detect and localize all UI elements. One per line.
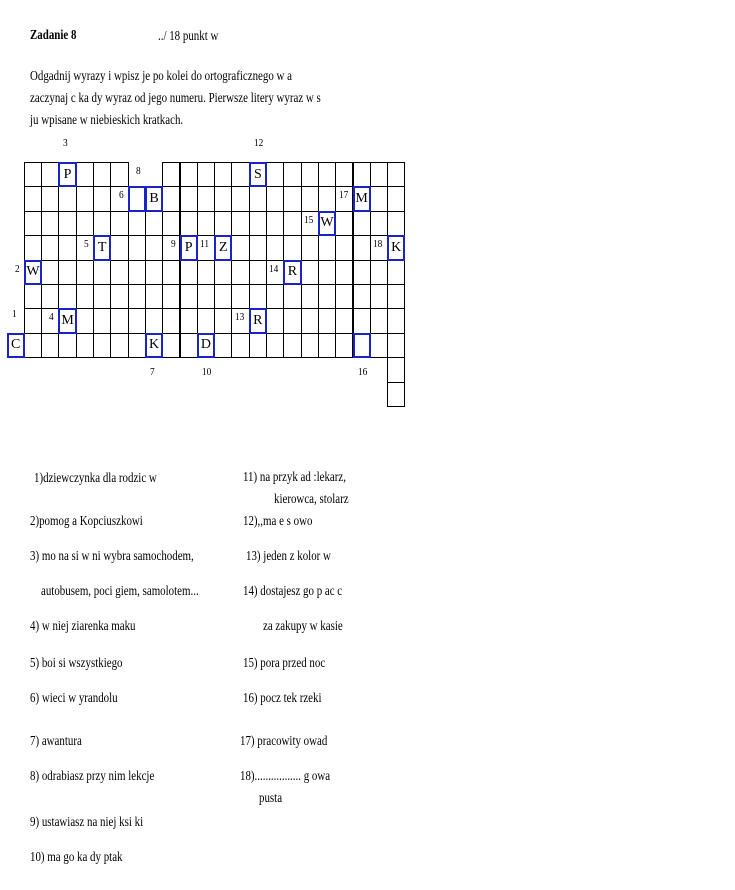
clue-3-line-1: 3) mo na si w ni wybra samochodem, — [30, 549, 194, 564]
crossword-cell[interactable] — [180, 186, 198, 211]
clue-2: 2)pomog a Kopciuszkowi — [30, 514, 143, 529]
crossword-start-cell-14[interactable] — [283, 260, 301, 285]
crossword-cell[interactable] — [283, 308, 301, 333]
crossword-number-13: 13 — [234, 311, 245, 324]
crossword-cell[interactable] — [231, 284, 249, 309]
crossword-cell[interactable] — [370, 211, 388, 236]
crossword-cell[interactable] — [214, 162, 232, 187]
crossword-cell[interactable] — [266, 308, 284, 333]
crossword-cell[interactable] — [93, 162, 111, 187]
crossword-given-letter: P — [184, 239, 193, 255]
crossword-cell[interactable] — [76, 260, 94, 285]
crossword-cell[interactable] — [370, 284, 388, 309]
crossword-cell[interactable] — [93, 186, 111, 211]
crossword-cell[interactable] — [145, 211, 163, 236]
crossword-number-12: 12 — [253, 137, 264, 149]
crossword-cell[interactable] — [387, 162, 405, 187]
crossword-cell[interactable] — [283, 162, 301, 187]
crossword-cell[interactable] — [335, 333, 353, 358]
crossword-cell[interactable] — [387, 308, 405, 333]
crossword-cell[interactable] — [180, 308, 198, 333]
crossword-cell[interactable] — [128, 308, 146, 333]
crossword-cell[interactable] — [214, 260, 232, 285]
crossword-cell[interactable] — [162, 284, 180, 309]
crossword-cell[interactable] — [353, 260, 371, 285]
crossword-cell[interactable] — [249, 211, 267, 236]
crossword-cell[interactable] — [283, 333, 301, 358]
crossword-cell[interactable] — [370, 260, 388, 285]
crossword-number-3: 3 — [63, 137, 69, 149]
crossword-cell[interactable] — [387, 211, 405, 236]
crossword-cell[interactable] — [387, 260, 405, 285]
crossword-cell[interactable] — [128, 333, 146, 358]
crossword-cell[interactable] — [335, 308, 353, 333]
crossword-given-letter: K — [391, 239, 402, 255]
crossword-start-cell-8[interactable] — [145, 186, 163, 211]
crossword-cell[interactable] — [387, 382, 405, 407]
crossword-cell[interactable] — [24, 235, 42, 260]
crossword-cell[interactable] — [301, 308, 319, 333]
crossword-given-letter: W — [26, 264, 40, 280]
crossword-number-10: 10 — [201, 366, 212, 379]
crossword-cell[interactable] — [197, 284, 215, 309]
clue-14-line-1: 14) dostajesz go p ac c — [243, 584, 343, 599]
clue-18-line-1: 18)................. g owa — [240, 769, 331, 784]
crossword-cell[interactable] — [370, 308, 388, 333]
crossword-cell[interactable] — [180, 211, 198, 236]
crossword-cell[interactable] — [110, 308, 128, 333]
crossword-cell[interactable] — [76, 211, 94, 236]
crossword-given-letter: R — [253, 313, 263, 329]
crossword-cell[interactable] — [180, 333, 198, 358]
crossword-cell[interactable] — [231, 333, 249, 358]
crossword-cell[interactable] — [41, 162, 59, 187]
crossword-cell[interactable] — [41, 235, 59, 260]
crossword-cell[interactable] — [162, 260, 180, 285]
crossword-cell[interactable] — [76, 284, 94, 309]
crossword-cell[interactable] — [301, 333, 319, 358]
clue-1: 1)dziewczynka dla rodzic w — [34, 471, 157, 486]
crossword-cell[interactable] — [231, 186, 249, 211]
crossword-cell[interactable] — [58, 333, 76, 358]
crossword-given-letter: P — [63, 166, 72, 182]
crossword-cell[interactable] — [24, 162, 42, 187]
crossword-cell[interactable] — [41, 333, 59, 358]
clue-5: 5) boi si wszystkiego — [30, 656, 123, 671]
crossword-cell[interactable] — [128, 211, 146, 236]
crossword-cell[interactable] — [283, 186, 301, 211]
crossword-cell[interactable] — [266, 211, 284, 236]
crossword-cell[interactable] — [110, 260, 128, 285]
crossword-cell[interactable] — [180, 284, 198, 309]
crossword-cell[interactable] — [110, 162, 128, 187]
crossword-cell[interactable] — [318, 284, 336, 309]
crossword-cell[interactable] — [24, 308, 42, 333]
clue-16: 16) pocz tek rzeki — [243, 691, 322, 706]
clue-15: 15) pora przed noc — [243, 656, 326, 671]
crossword-cell[interactable] — [41, 186, 59, 211]
clue-6: 6) wieci w yrandolu — [30, 691, 118, 706]
crossword-cell[interactable] — [145, 284, 163, 309]
crossword-cell[interactable] — [145, 260, 163, 285]
crossword-cell[interactable] — [24, 211, 42, 236]
instruction-line-1: Odgadnij wyrazy i wpisz je po kolei do ortograficznego w a — [30, 69, 293, 84]
crossword-cell[interactable] — [301, 235, 319, 260]
crossword-cell[interactable] — [197, 186, 215, 211]
crossword-cell[interactable] — [318, 308, 336, 333]
clue-11-line-2: kierowca, stolarz — [274, 492, 349, 507]
crossword-cell[interactable] — [93, 333, 111, 358]
clue-3-line-2: autobusem, poci giem, samolotem... — [41, 584, 199, 599]
points-field: ../ 18 punkt w — [158, 29, 219, 44]
crossword-cell[interactable] — [41, 211, 59, 236]
crossword-cell[interactable] — [41, 260, 59, 285]
crossword-cell[interactable] — [24, 186, 42, 211]
crossword-cell[interactable] — [162, 186, 180, 211]
crossword-cell[interactable] — [214, 186, 232, 211]
crossword-start-cell-13[interactable] — [249, 308, 267, 333]
crossword-cell[interactable] — [301, 260, 319, 285]
clue-14-line-2: za zakupy w kasie — [263, 619, 343, 634]
instruction-line-2: zaczynaj c ka dy wyraz od jego numeru. Pierwsze litery wyraz w s — [30, 91, 321, 106]
crossword-number-6: 6 — [118, 189, 124, 202]
crossword-cell[interactable] — [76, 308, 94, 333]
crossword-start-cell-15[interactable] — [318, 211, 336, 236]
crossword-cell[interactable] — [370, 162, 388, 187]
crossword-start-cell-7[interactable] — [145, 333, 163, 358]
crossword-cell[interactable] — [335, 260, 353, 285]
crossword-cell[interactable] — [128, 235, 146, 260]
crossword-cell[interactable] — [318, 333, 336, 358]
crossword-cell[interactable] — [214, 308, 232, 333]
crossword-start-cell-16[interactable] — [353, 333, 371, 358]
crossword-cell[interactable] — [266, 235, 284, 260]
clue-9: 9) ustawiasz na niej ksi ki — [30, 815, 144, 830]
crossword-cell[interactable] — [162, 308, 180, 333]
crossword-cell[interactable] — [353, 235, 371, 260]
crossword-cell[interactable] — [231, 235, 249, 260]
crossword-cell[interactable] — [197, 260, 215, 285]
crossword-cell[interactable] — [353, 308, 371, 333]
clue-11-line-1: 11) na przyk ad :lekarz, — [243, 470, 346, 485]
crossword-start-cell-2[interactable] — [24, 260, 42, 285]
crossword-number-8: 8 — [135, 165, 141, 177]
clue-13: 13) jeden z kolor w — [246, 549, 331, 564]
clue-7: 7) awantura — [30, 734, 82, 749]
crossword-cell[interactable] — [301, 284, 319, 309]
crossword-start-cell-18[interactable] — [387, 235, 405, 260]
crossword-cell[interactable] — [301, 162, 319, 187]
crossword-cell[interactable] — [58, 211, 76, 236]
crossword-start-cell-9[interactable] — [180, 235, 198, 260]
crossword-cell[interactable] — [110, 333, 128, 358]
clue-8: 8) odrabiasz przy nim lekcje — [30, 769, 155, 784]
crossword-cell[interactable] — [76, 186, 94, 211]
clue-12: 12),,ma e s owo — [243, 514, 313, 529]
crossword-cell[interactable] — [231, 211, 249, 236]
crossword-number-5: 5 — [84, 238, 89, 251]
crossword-cell[interactable] — [197, 308, 215, 333]
crossword-cell[interactable] — [110, 235, 128, 260]
crossword-cell[interactable] — [335, 211, 353, 236]
crossword-given-letter: C — [10, 337, 21, 353]
crossword-number-17: 17 — [338, 189, 348, 202]
crossword-cell[interactable] — [370, 333, 388, 358]
crossword-cell[interactable] — [58, 186, 76, 211]
crossword-number-4: 4 — [49, 311, 55, 324]
crossword-cell[interactable] — [180, 260, 198, 285]
crossword-cell[interactable] — [93, 211, 111, 236]
crossword-given-letter: M — [61, 313, 74, 329]
crossword-cell[interactable] — [128, 284, 146, 309]
crossword-cell[interactable] — [387, 284, 405, 309]
crossword-cell[interactable] — [24, 284, 42, 309]
crossword-cell[interactable] — [387, 186, 405, 211]
crossword-number-9: 9 — [170, 238, 176, 251]
crossword-start-cell-5[interactable] — [93, 235, 111, 260]
crossword-cell[interactable] — [387, 333, 405, 358]
task-title: Zadanie 8 — [30, 28, 77, 43]
crossword-start-cell-1[interactable] — [7, 333, 25, 358]
crossword-start-cell-6[interactable] — [128, 186, 146, 211]
clue-4: 4) w niej ziarenka maku — [30, 619, 136, 634]
crossword-cell[interactable] — [214, 211, 232, 236]
crossword-number-15: 15 — [303, 213, 314, 226]
crossword-cell[interactable] — [58, 260, 76, 285]
crossword-cell[interactable] — [266, 162, 284, 187]
crossword-cell[interactable] — [318, 260, 336, 285]
clue-18-line-2: pusta — [259, 791, 283, 806]
crossword-cell[interactable] — [41, 284, 59, 309]
crossword-cell[interactable] — [266, 186, 284, 211]
crossword-cell[interactable] — [318, 235, 336, 260]
clue-17: 17) pracowity owad — [240, 734, 328, 749]
crossword-cell[interactable] — [93, 308, 111, 333]
crossword-given-letter: M — [355, 191, 368, 207]
crossword-cell[interactable] — [93, 260, 111, 285]
crossword-number-1: 1 — [11, 307, 17, 320]
crossword-cell[interactable] — [24, 333, 42, 358]
crossword-start-cell-11[interactable] — [214, 235, 232, 260]
crossword-cell[interactable] — [266, 284, 284, 309]
crossword-cell[interactable] — [283, 211, 301, 236]
crossword-start-cell-10[interactable] — [197, 333, 215, 358]
crossword-number-7: 7 — [149, 366, 155, 379]
crossword-cell[interactable] — [128, 260, 146, 285]
crossword-cell[interactable] — [353, 284, 371, 309]
crossword-cell[interactable] — [214, 333, 232, 358]
crossword-start-cell-17[interactable] — [353, 186, 371, 211]
crossword-cell[interactable] — [318, 162, 336, 187]
crossword-cell[interactable] — [180, 162, 198, 187]
crossword-cell[interactable] — [283, 284, 301, 309]
crossword-cell[interactable] — [249, 235, 267, 260]
crossword-cell[interactable] — [335, 284, 353, 309]
clue-10: 10) ma go ka dy ptak — [30, 850, 123, 865]
crossword-cell[interactable] — [162, 211, 180, 236]
crossword-cell[interactable] — [283, 235, 301, 260]
crossword-start-cell-12[interactable] — [249, 162, 267, 187]
crossword-cell[interactable] — [335, 162, 353, 187]
crossword-cell[interactable] — [318, 186, 336, 211]
crossword-cell[interactable] — [249, 284, 267, 309]
instruction-line-3: ju wpisane w niebieskich kratkach. — [30, 113, 184, 128]
crossword-cell[interactable] — [58, 235, 76, 260]
crossword-cell[interactable] — [162, 333, 180, 358]
crossword-number-14: 14 — [269, 262, 279, 275]
crossword-cell[interactable] — [249, 186, 267, 211]
crossword-given-letter: Z — [218, 239, 228, 255]
crossword-cell[interactable] — [197, 211, 215, 236]
crossword-cell[interactable] — [58, 284, 76, 309]
crossword-given-letter: B — [149, 191, 159, 207]
crossword-number-2: 2 — [14, 262, 20, 275]
crossword-cell[interactable] — [249, 260, 267, 285]
crossword-cell[interactable] — [231, 162, 249, 187]
crossword-cell[interactable] — [214, 284, 232, 309]
crossword-cell[interactable] — [266, 333, 284, 358]
crossword-given-letter: K — [148, 337, 160, 353]
crossword-start-cell-3[interactable] — [58, 162, 76, 187]
crossword-cell[interactable] — [387, 357, 405, 382]
crossword-cell[interactable] — [110, 211, 128, 236]
crossword-cell[interactable] — [76, 333, 94, 358]
crossword-cell[interactable] — [110, 284, 128, 309]
crossword-cell[interactable] — [76, 162, 94, 187]
crossword-cell[interactable] — [301, 186, 319, 211]
crossword-given-letter: R — [287, 264, 298, 280]
crossword-cell[interactable] — [353, 211, 371, 236]
crossword-cell[interactable] — [145, 235, 163, 260]
crossword-number-16: 16 — [357, 366, 367, 379]
crossword-cell[interactable] — [197, 162, 215, 187]
crossword-cell[interactable] — [93, 284, 111, 309]
crossword-cell[interactable] — [145, 308, 163, 333]
crossword-number-11: 11 — [200, 238, 210, 251]
crossword-cell[interactable] — [370, 186, 388, 211]
crossword-cell[interactable] — [231, 260, 249, 285]
crossword-start-cell-4[interactable] — [58, 308, 76, 333]
crossword-cell[interactable] — [249, 333, 267, 358]
crossword-cell[interactable] — [162, 162, 180, 187]
crossword-given-letter: W — [320, 215, 334, 231]
crossword-cell[interactable] — [335, 235, 353, 260]
crossword-cell[interactable] — [353, 162, 371, 187]
crossword-given-letter: S — [253, 166, 262, 182]
crossword-given-letter: D — [200, 337, 211, 353]
crossword-given-letter: T — [97, 239, 107, 255]
crossword-number-18: 18 — [373, 238, 383, 251]
